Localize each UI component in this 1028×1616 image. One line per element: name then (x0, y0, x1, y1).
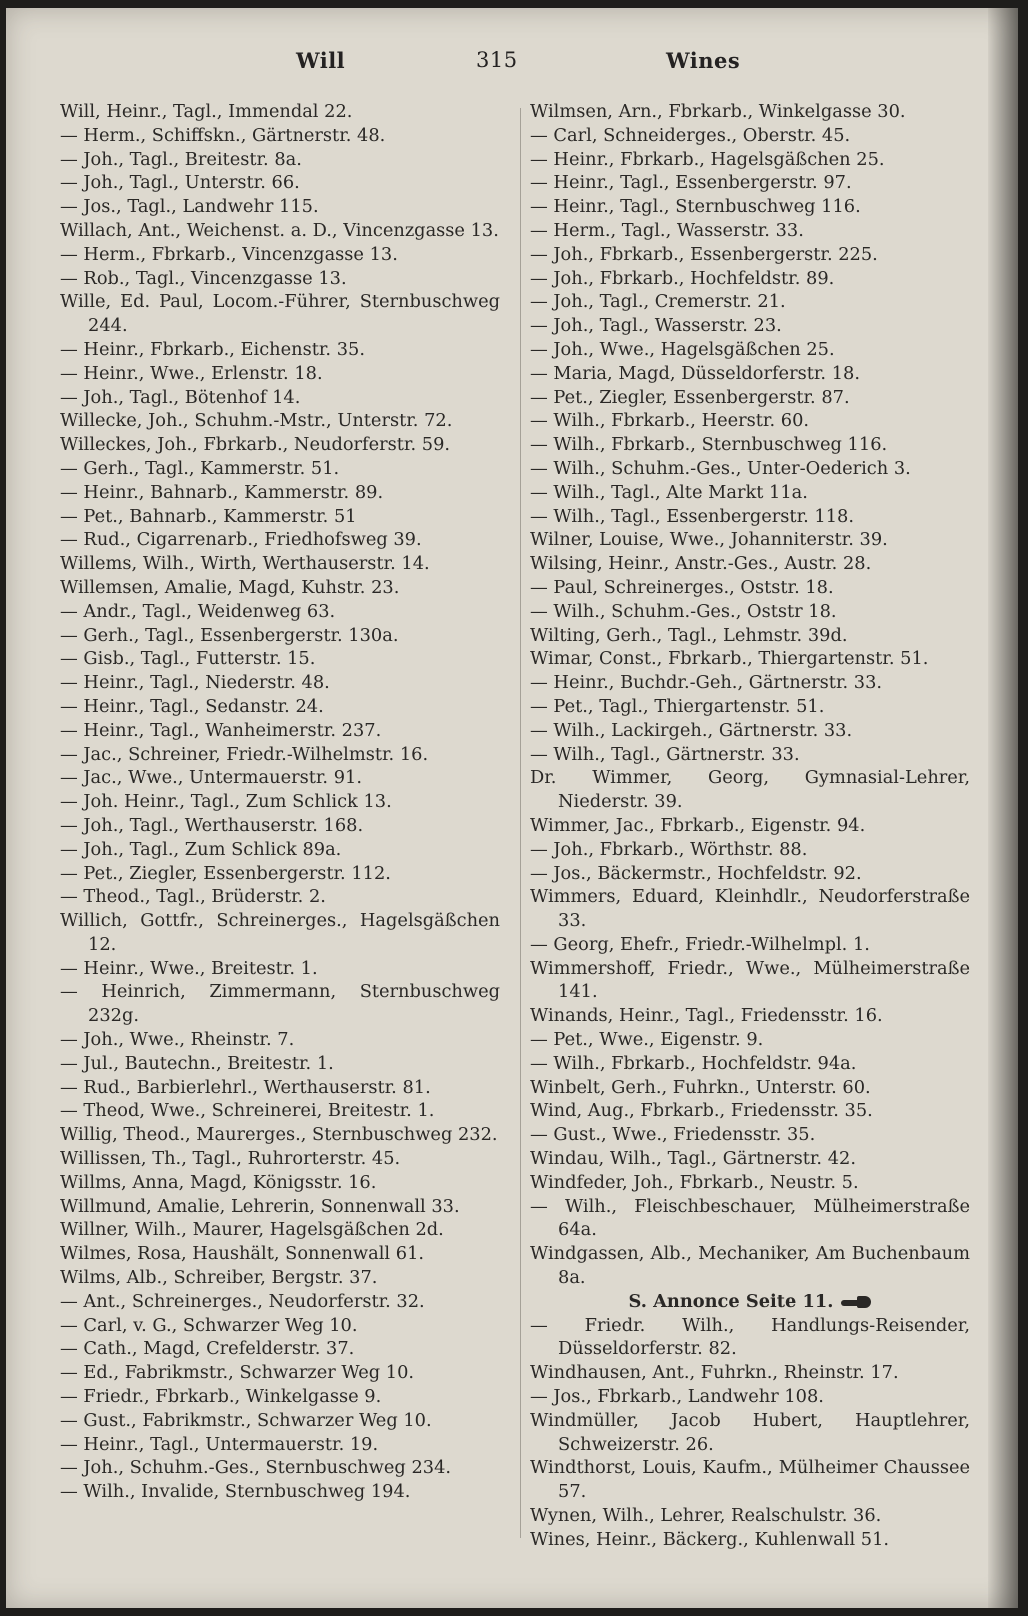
directory-entry: — Ant., Schreinerges., Neudorferstr. 32. (60, 1290, 425, 1312)
directory-entry: Windau, Wilh., Tagl., Gärtnerstr. 42. (530, 1148, 857, 1170)
directory-entry: — Joh., Schuhm.-Ges., Sternbuschweg 234. (60, 1457, 452, 1479)
directory-entry: — Heinr., Buchdr.-Geh., Gärtnerstr. 33. (530, 672, 883, 694)
directory-entry: Willich, Gottfr., Schreinerges., Hagelsgäßchen 12. (60, 910, 500, 955)
directory-entry: — Andr., Tagl., Weidenweg 63. (60, 600, 336, 622)
directory-entry: — Joh., Fbrkarb., Essenbergerstr. 225. (530, 243, 878, 265)
directory-entry: Windthorst, Louis, Kaufm., Mülheimer Chaussee 57. (530, 1457, 970, 1503)
directory-entry: — Gerh., Tagl., Essenbergerstr. 130a. (60, 624, 399, 646)
directory-entry: Wilsing, Heinr., Anstr.-Ges., Austr. 28. (530, 553, 872, 575)
directory-entry: — Theod, Wwe., Schreinerei, Breitestr. 1. (60, 1100, 435, 1122)
directory-entry: — Wilh., Fbrkarb., Sternbuschweg 116. (530, 434, 888, 456)
directory-entry: Willmund, Amalie, Lehrerin, Sonnenwall 33. (60, 1195, 460, 1217)
directory-entry: Willemsen, Amalie, Magd, Kuhstr. 23. (60, 576, 400, 598)
directory-entry: — Gerh., Tagl., Kammerstr. 51. (60, 457, 340, 479)
directory-entry: — Joh., Tagl., Breitestr. 8a. (60, 148, 302, 170)
directory-entry: Wimmers, Eduard, Kleinhdlr., Neudorferstraße 33. (530, 886, 970, 932)
directory-entry: — Joh., Fbrkarb., Wörthstr. 88. (530, 838, 808, 860)
directory-entry: — Pet., Ziegler, Essenbergerstr. 112. (60, 862, 391, 884)
directory-entry: Winbelt, Gerh., Fuhrkn., Unterstr. 60. (530, 1076, 871, 1098)
directory-entry: — Joh., Wwe., Hagelsgäßchen 25. (530, 338, 835, 360)
directory-entry: Dr. Wimmer, Georg, Gymnasial-Lehrer, Niederstr. 39. (530, 767, 970, 813)
directory-entry: — Joh., Tagl., Bötenhof 14. (60, 386, 301, 408)
directory-entry: — Wilh., Fbrkarb., Heerstr. 60. (530, 410, 810, 432)
pointing-hand-icon (841, 1296, 871, 1308)
directory-entry: — Cath., Magd, Crefelderstr. 37. (60, 1338, 355, 1360)
directory-entry: — Pet., Tagl., Thiergartenstr. 51. (530, 695, 825, 717)
left-column (60, 100, 500, 1504)
directory-entry: — Wilh., Fbrkarb., Hochfeldstr. 94a. (530, 1052, 857, 1074)
page-number: 315 (476, 48, 518, 72)
directory-entry: Wines, Heinr., Bäckerg., Kuhlenwall 51. (530, 1528, 890, 1550)
directory-entry: Wilms, Alb., Schreiber, Bergstr. 37. (60, 1267, 378, 1289)
directory-entry: — Joh., Tagl., Unterstr. 66. (60, 172, 300, 194)
header-last-name: Wines (666, 48, 741, 73)
directory-entry: Windgassen, Alb., Mechaniker, Am Buchenbaum 8a. (530, 1243, 970, 1289)
directory-entry: — Herm., Fbrkarb., Vincenzgasse 13. (60, 243, 398, 265)
directory-entry: — Georg, Ehefr., Friedr.-Wilhelmpl. 1. (530, 933, 870, 955)
directory-entry: Wilmsen, Arn., Fbrkarb., Winkelgasse 30. (530, 101, 906, 122)
directory-entry: Wille, Ed. Paul, Locom.-Führer, Sternbuschweg 244. (60, 291, 500, 337)
directory-entry: — Heinr., Tagl., Wanheimerstr. 237. (60, 719, 382, 741)
column-divider (520, 108, 521, 1538)
directory-entry: — Joh., Tagl., Zum Schlick 89a. (60, 838, 342, 860)
directory-entry: — Joh., Tagl., Werthauserstr. 168. (60, 814, 364, 836)
directory-entry: Willig, Theod., Maurerges., Sternbuschweg 232. (60, 1124, 498, 1146)
directory-entry: Willecke, Joh., Schuhm.-Mstr., Unterstr. 72. (60, 410, 453, 432)
directory-entry: — Heinr., Tagl., Essenbergerstr. 97. (530, 172, 852, 194)
directory-entry: Wilmes, Rosa, Haushält, Sonnenwall 61. (60, 1243, 425, 1265)
directory-entry: — Heinr., Wwe., Breitestr. 1. (60, 957, 318, 979)
directory-entry: — Pet., Ziegler, Essenbergerstr. 87. (530, 386, 850, 408)
directory-entry: — Joh., Wwe., Rheinstr. 7. (60, 1029, 295, 1051)
directory-entry: Wimmer, Jac., Fbrkarb., Eigenstr. 94. (530, 814, 866, 836)
directory-entry: Willeckes, Joh., Fbrkarb., Neudorferstr. 59. (60, 434, 451, 456)
directory-entry: — Jac., Wwe., Untermauerstr. 91. (60, 767, 362, 789)
directory-entry: — Jos., Fbrkarb., Landwehr 108. (530, 1386, 824, 1408)
directory-entry: Windmüller, Jacob Hubert, Hauptlehrer, Schweizerstr. 26. (530, 1409, 970, 1455)
directory-entry: — Heinr., Wwe., Erlenstr. 18. (60, 362, 323, 384)
directory-entry: — Wilh., Tagl., Essenbergerstr. 118. (530, 505, 855, 527)
directory-entry: — Heinr., Tagl., Sedanstr. 24. (60, 695, 324, 717)
directory-entry: — Jos., Tagl., Landwehr 115. (60, 196, 319, 218)
directory-entry: — Gisb., Tagl., Futterstr. 15. (60, 648, 316, 670)
directory-entry: — Wilh., Lackirgeh., Gärtnerstr. 33. (530, 719, 853, 741)
directory-entry: — Joh., Tagl., Cremerstr. 21. (530, 291, 786, 313)
directory-entry: Wilting, Gerh., Tagl., Lehmstr. 39d. (530, 624, 848, 646)
directory-entry: — Ed., Fabrikmstr., Schwarzer Weg 10. (60, 1362, 415, 1384)
header-first-name: Will (296, 48, 346, 73)
directory-entry: — Gust., Wwe., Friedensstr. 35. (530, 1124, 816, 1146)
directory-entry: — Gust., Fabrikmstr., Schwarzer Weg 10. (60, 1409, 432, 1431)
directory-entry: — Wilh., Schuhm.-Ges., Oststr 18. (530, 600, 837, 622)
directory-entry: Willms, Anna, Magd, Königsstr. 16. (60, 1171, 377, 1193)
directory-entry: — Jul., Bautechn., Breitestr. 1. (60, 1052, 334, 1074)
right-column (530, 100, 970, 1552)
directory-entry: — Pet., Bahnarb., Kammerstr. 51 (60, 505, 357, 527)
annonce-reference: S. Annonce Seite 11. (530, 1290, 970, 1314)
directory-entry: — Pet., Wwe., Eigenstr. 9. (530, 1029, 764, 1051)
directory-entry: Windfeder, Joh., Fbrkarb., Neustr. 5. (530, 1171, 859, 1193)
directory-entry: — Heinr., Fbrkarb., Hagelsgäßchen 25. (530, 148, 885, 170)
directory-entry: — Joh. Heinr., Tagl., Zum Schlick 13. (60, 791, 392, 813)
page-header (6, 48, 1018, 88)
directory-entry: — Heinr., Tagl., Niederstr. 48. (60, 672, 330, 694)
directory-entry: — Joh., Tagl., Wasserstr. 23. (530, 315, 782, 337)
directory-entry: Willner, Wilh., Maurer, Hagelsgäßchen 2d. (60, 1219, 444, 1241)
directory-entry: — Joh., Fbrkarb., Hochfeldstr. 89. (530, 267, 835, 289)
page-edge-shadow (988, 8, 1018, 1608)
directory-entry: — Heinr., Fbrkarb., Eichenstr. 35. (60, 338, 365, 360)
directory-entry: — Wilh., Invalide, Sternbuschweg 194. (60, 1481, 411, 1503)
directory-entry: — Herm., Schiffskn., Gärtnerstr. 48. (60, 124, 386, 146)
directory-entry: — Jos., Bäckermstr., Hochfeldstr. 92. (530, 862, 862, 884)
directory-entry: — Carl, v. G., Schwarzer Weg 10. (60, 1314, 358, 1336)
directory-page (6, 8, 1018, 1608)
directory-entry: Wynen, Wilh., Lehrer, Realschulstr. 36. (530, 1505, 882, 1527)
directory-entry: — Wilh., Tagl., Gärtnerstr. 33. (530, 743, 800, 765)
directory-entry: — Heinrich, Zimmermann, Sternbuschweg 232g. (60, 981, 500, 1027)
directory-entry: — Theod., Tagl., Brüderstr. 2. (60, 886, 326, 908)
directory-entry: Willach, Ant., Weichenst. a. D., Vincenzgasse 13. (60, 219, 499, 241)
directory-entry: Wimar, Const., Fbrkarb., Thiergartenstr. 51. (530, 648, 929, 670)
directory-entry: — Herm., Tagl., Wasserstr. 33. (530, 219, 804, 241)
directory-entry: — Maria, Magd, Düsseldorferstr. 18. (530, 362, 860, 384)
directory-entry: — Heinr., Tagl., Sternbuschweg 116. (530, 196, 861, 218)
directory-entry: — Friedr. Wilh., Handlungs-Reisender, Düsseldorferstr. 82. (530, 1314, 970, 1360)
directory-entry: — Heinr., Tagl., Untermauerstr. 19. (60, 1433, 379, 1455)
directory-entry: Winands, Heinr., Tagl., Friedensstr. 16. (530, 1005, 883, 1027)
directory-entry: — Heinr., Bahnarb., Kammerstr. 89. (60, 481, 384, 503)
directory-entry: — Wilh., Tagl., Alte Markt 11a. (530, 481, 808, 503)
directory-entry: — Rud., Barbierlehrl., Werthauserstr. 81. (60, 1076, 431, 1098)
directory-entry: Will, Heinr., Tagl., Immendal 22. (60, 101, 353, 122)
directory-entry: — Paul, Schreinerges., Oststr. 18. (530, 576, 834, 598)
directory-entry: Wilner, Louise, Wwe., Johanniterstr. 39. (530, 529, 888, 551)
directory-entry: — Carl, Schneiderges., Oberstr. 45. (530, 124, 851, 146)
directory-entry: Wind, Aug., Fbrkarb., Friedensstr. 35. (530, 1100, 873, 1122)
directory-entry: Wimmershoff, Friedr., Wwe., Mülheimerstraße 141. (530, 957, 970, 1003)
directory-entry: Willems, Wilh., Wirth, Werthauserstr. 14. (60, 553, 430, 575)
directory-entry: — Rud., Cigarrenarb., Friedhofsweg 39. (60, 529, 422, 551)
directory-entry: — Jac., Schreiner, Friedr.-Wilhelmstr. 16. (60, 743, 429, 765)
directory-entry: — Friedr., Fbrkarb., Winkelgasse 9. (60, 1386, 382, 1408)
directory-entry: — Rob., Tagl., Vincenzgasse 13. (60, 267, 347, 289)
directory-entry: — Wilh., Schuhm.-Ges., Unter-Oederich 3. (530, 457, 911, 479)
directory-entry: Windhausen, Ant., Fuhrkn., Rheinstr. 17. (530, 1362, 899, 1384)
directory-entry: Willissen, Th., Tagl., Ruhrorterstr. 45. (60, 1148, 401, 1170)
directory-entry: — Wilh., Fleischbeschauer, Mülheimerstraße 64a. (530, 1195, 970, 1241)
